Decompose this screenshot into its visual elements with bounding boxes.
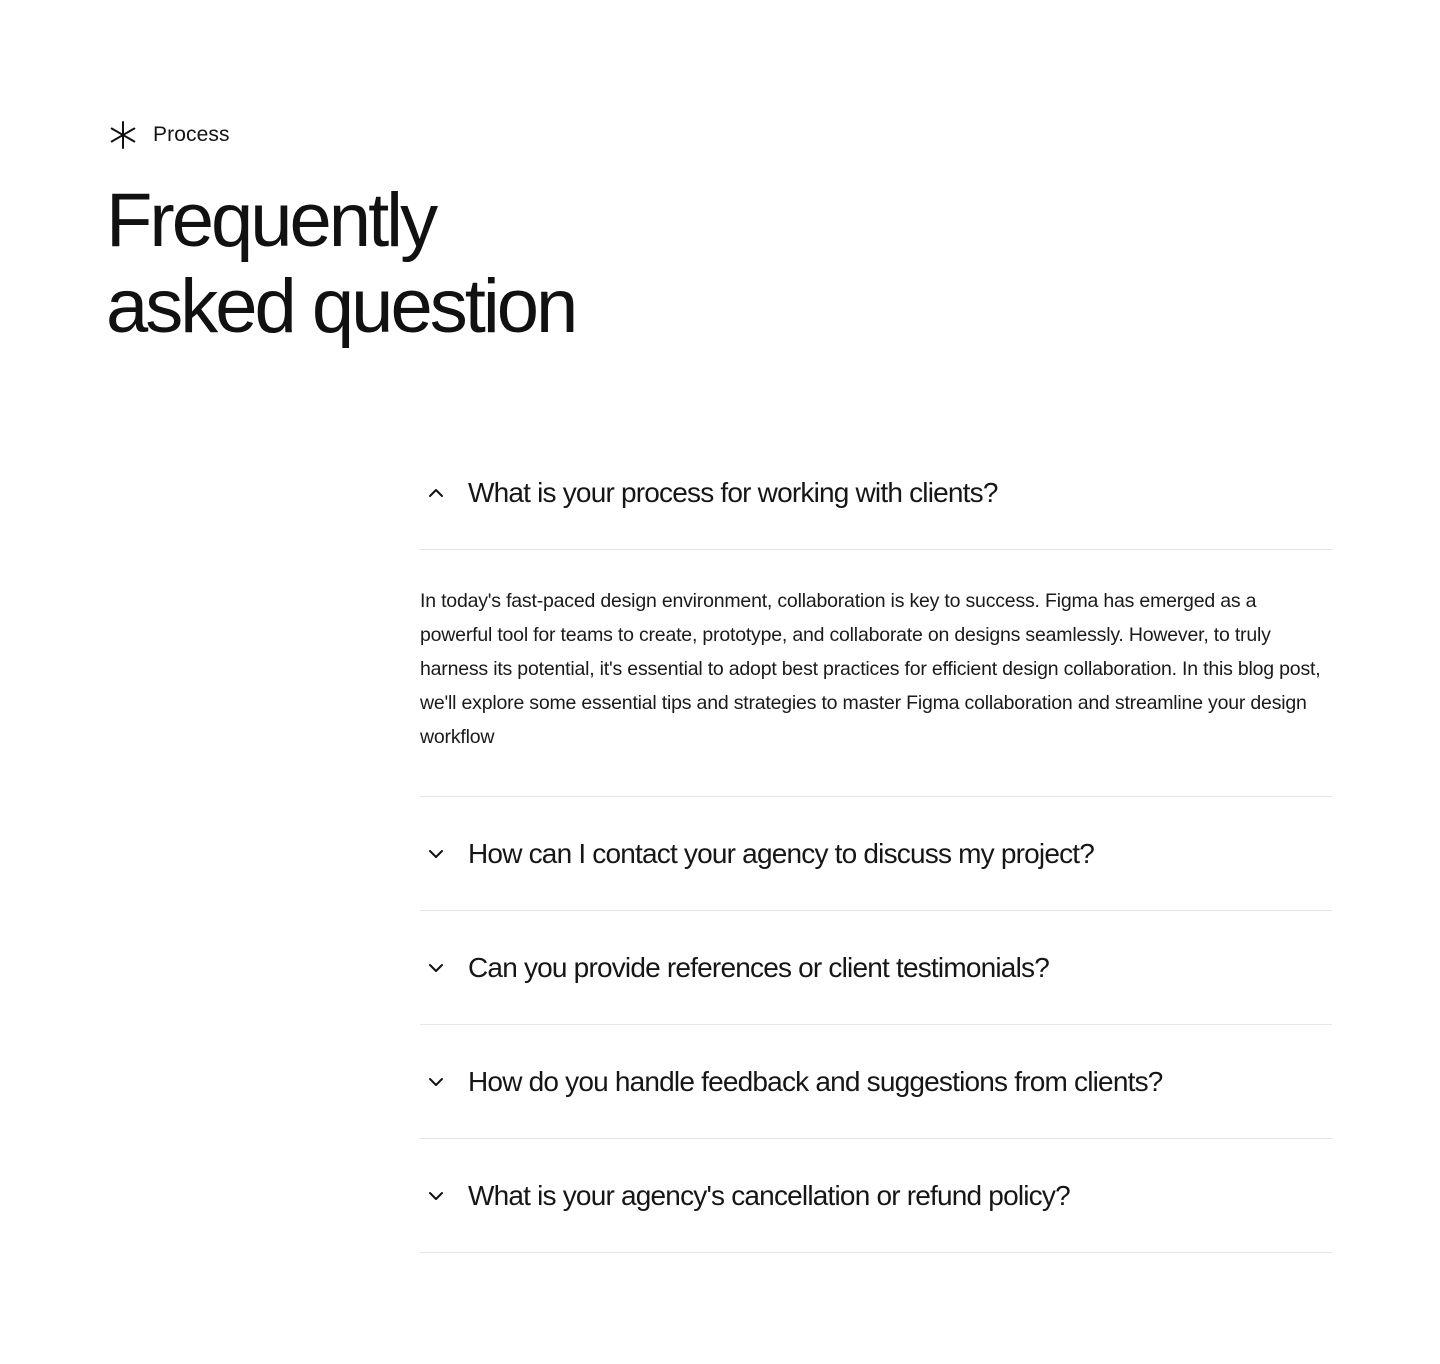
faq-item-5 (420, 1139, 1332, 1253)
faq-item-4 (420, 1025, 1332, 1139)
faq-question-text: What is your process for working with clients? (468, 476, 998, 508)
faq-question-toggle-2[interactable] (420, 797, 1332, 910)
section-eyebrow (108, 118, 230, 152)
page-title (106, 178, 746, 350)
faq-item-1 (420, 436, 1332, 797)
faq-question-toggle-1[interactable] (420, 436, 1332, 549)
faq-accordion (420, 436, 1332, 1253)
asterisk-icon (108, 120, 138, 150)
faq-question-toggle-3[interactable] (420, 911, 1332, 1024)
faq-question-text: How can I contact your agency to discuss my project? (468, 837, 1095, 869)
chevron-down-icon[interactable] (420, 952, 452, 984)
eyebrow-label: Process (153, 123, 230, 146)
faq-question-text: How do you handle feedback and suggestions from clients? (468, 1065, 1163, 1097)
chevron-down-icon[interactable] (420, 1180, 452, 1212)
chevron-up-icon[interactable] (420, 477, 452, 509)
faq-question-toggle-4[interactable] (420, 1025, 1332, 1138)
chevron-down-icon[interactable] (420, 838, 452, 870)
faq-question-text: What is your agency's cancellation or refund policy? (468, 1179, 1070, 1211)
faq-item-2 (420, 797, 1332, 911)
faq-answer-text: In today's fast-paced design environment, collaboration is key to success. Figma has emerged as a powerful tool for teams to create, prototype, and collaborate on designs seamlessly. However, to truly harness its potential, it's essential to adopt best practices for efficient design collaboration. In this blog post, we'll explore some essential tips and strategies to master Figma collaboration and streamline your design workflow (420, 590, 1321, 748)
page-title-line-2: asked question (106, 264, 576, 349)
faq-question-text: Can you provide references or client testimonials? (468, 951, 1049, 983)
faq-item-3 (420, 911, 1332, 1025)
faq-question-toggle-5[interactable] (420, 1139, 1332, 1252)
page-title-line-1: Frequently (106, 178, 436, 263)
chevron-down-icon[interactable] (420, 1066, 452, 1098)
